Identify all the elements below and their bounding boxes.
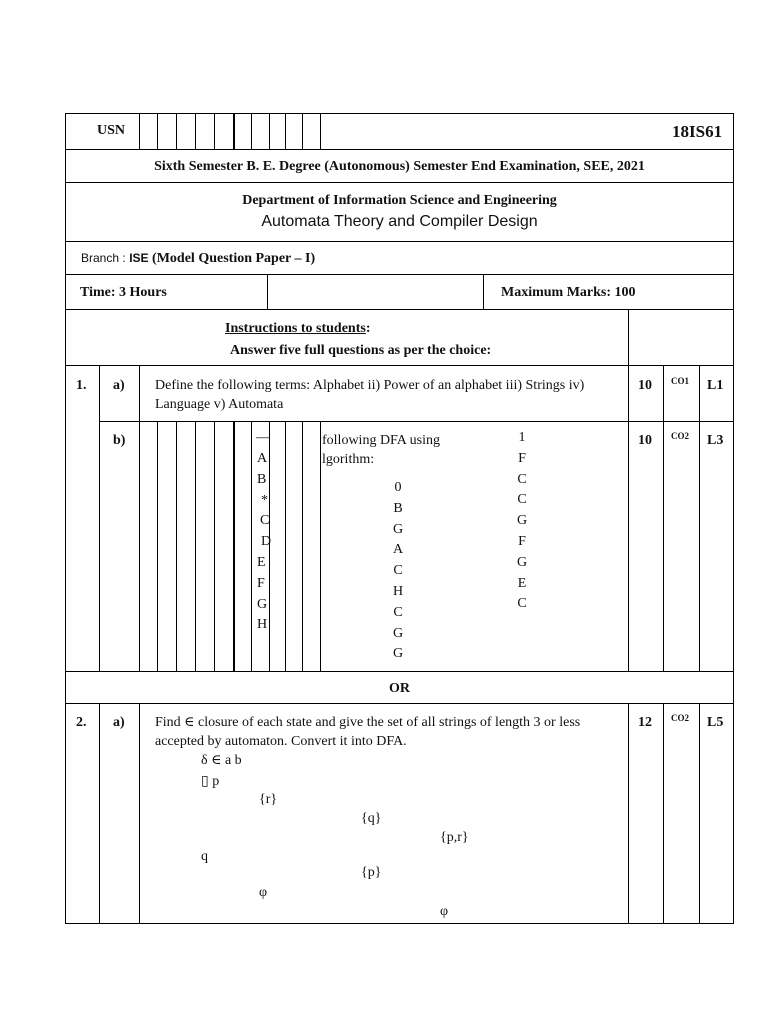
usn-box-line bbox=[302, 113, 303, 149]
transition-cell: C bbox=[517, 492, 527, 508]
grid-line bbox=[195, 421, 196, 671]
level-col-line bbox=[699, 703, 700, 924]
transition-cell: {p,r} bbox=[440, 830, 469, 845]
marks-value: 10 bbox=[638, 378, 652, 393]
marks-value: 10 bbox=[638, 433, 652, 448]
state-row-q: q bbox=[201, 849, 208, 864]
transition-cell: {r} bbox=[259, 792, 278, 807]
state-cell: G bbox=[257, 596, 268, 612]
state-cell: D bbox=[261, 534, 272, 550]
usn-box-line bbox=[233, 113, 235, 149]
usn-box-line bbox=[285, 113, 286, 149]
state-column bbox=[257, 449, 271, 636]
paper-type: (Model Question Paper – I) bbox=[152, 251, 316, 266]
transition-cell: H bbox=[392, 583, 404, 599]
question-text: accepted by automaton. Convert it into DFA. bbox=[155, 734, 407, 749]
row-divider bbox=[65, 182, 734, 183]
usn-label: USN bbox=[97, 123, 126, 138]
transition-cell: G bbox=[392, 521, 404, 537]
transition-column-1 bbox=[512, 428, 532, 615]
grid-line bbox=[157, 421, 158, 671]
level-col-line bbox=[699, 365, 700, 671]
transition-cell: C bbox=[517, 596, 527, 612]
row-divider bbox=[65, 309, 734, 310]
transition-cell: C bbox=[393, 604, 403, 620]
transition-cell: C bbox=[393, 563, 403, 579]
transition-cell: G bbox=[392, 646, 404, 662]
grid-line bbox=[285, 421, 286, 671]
instructions-heading bbox=[225, 319, 370, 338]
table-right-border bbox=[733, 113, 734, 924]
marks-col-line bbox=[628, 703, 629, 924]
level-value: L5 bbox=[707, 715, 724, 730]
row-divider bbox=[65, 241, 734, 242]
transition-cell: G bbox=[392, 625, 404, 641]
state-cell: C bbox=[260, 513, 270, 529]
branch-value: ISE bbox=[129, 251, 149, 265]
instructions-title: Instructions to students bbox=[225, 321, 366, 336]
state-cell: H bbox=[257, 617, 268, 633]
part-label: a) bbox=[113, 378, 125, 393]
column-header: 1 bbox=[518, 430, 526, 445]
grid-line bbox=[214, 421, 215, 671]
transition-cell: {p} bbox=[361, 865, 382, 880]
transition-table-header: δ ∈ a b bbox=[201, 753, 242, 768]
state-cell: F bbox=[257, 575, 265, 591]
subject-title: Automata Theory and Compiler Design bbox=[261, 213, 538, 230]
instructions-text: Answer five full questions as per the choice: bbox=[230, 343, 492, 358]
grid-line bbox=[251, 421, 252, 671]
level-value: L3 bbox=[707, 433, 724, 448]
marks-value: 12 bbox=[638, 715, 652, 730]
department: Department of Information Science and Engineering bbox=[242, 193, 557, 208]
question-text: following DFA using bbox=[322, 433, 440, 448]
state-cell: A bbox=[257, 451, 268, 466]
question-text: Define the following terms: Alphabet ii) Power of an alphabet iii) Strings iv) bbox=[155, 378, 585, 393]
co-value: CO1 bbox=[671, 376, 689, 386]
usn-box-line bbox=[320, 113, 321, 149]
transition-cell: A bbox=[392, 542, 404, 558]
marks-col-line bbox=[628, 309, 629, 671]
max-marks: Maximum Marks: 100 bbox=[501, 285, 636, 300]
co-col-line bbox=[663, 703, 664, 924]
transition-cell: B bbox=[393, 500, 403, 516]
branch-line bbox=[81, 249, 315, 268]
time-label: Time: 3 Hours bbox=[80, 285, 167, 300]
usn-box-line bbox=[214, 113, 215, 149]
usn-box-line bbox=[195, 113, 196, 149]
grid-line bbox=[176, 421, 177, 671]
row-divider bbox=[65, 149, 734, 150]
usn-box-line bbox=[176, 113, 177, 149]
instructions-colon: : bbox=[365, 321, 371, 336]
transition-cell: F bbox=[518, 533, 526, 549]
part-label: a) bbox=[113, 715, 125, 730]
part-col-line bbox=[139, 703, 140, 924]
time-divider bbox=[483, 274, 484, 309]
row-divider bbox=[65, 365, 734, 366]
usn-box-line bbox=[251, 113, 252, 149]
question-number: 2. bbox=[76, 715, 87, 730]
grid-line bbox=[302, 421, 303, 671]
transition-cell: F bbox=[518, 450, 526, 466]
table-bottom-border bbox=[65, 923, 734, 924]
time-divider bbox=[267, 274, 268, 309]
grid-line bbox=[320, 421, 321, 671]
transition-cell: C bbox=[517, 471, 527, 487]
level-value: L1 bbox=[707, 378, 724, 393]
transition-cell: φ bbox=[259, 885, 268, 900]
question-text: lgorithm: bbox=[322, 452, 375, 467]
dash-mark: — bbox=[256, 430, 270, 445]
question-text: Find ∈ closure of each state and give the set of all strings of length 3 or less bbox=[155, 715, 581, 730]
question-text: Language v) Automata bbox=[155, 397, 284, 412]
course-code: 18IS61 bbox=[672, 122, 723, 141]
part-label: b) bbox=[113, 433, 126, 448]
transition-cell: G bbox=[516, 513, 528, 529]
transition-column-0 bbox=[388, 478, 408, 665]
row-divider bbox=[65, 274, 734, 275]
usn-box-line bbox=[139, 113, 140, 149]
transition-cell: E bbox=[517, 575, 527, 591]
state-cell: * bbox=[261, 492, 268, 508]
state-row-p: ▯ p bbox=[201, 774, 220, 789]
state-cell: E bbox=[257, 554, 266, 570]
part-col-line bbox=[139, 365, 140, 671]
branch-label: Branch : bbox=[81, 251, 126, 265]
table-top-border bbox=[65, 113, 734, 114]
usn-box-line bbox=[269, 113, 270, 149]
transition-cell: G bbox=[516, 554, 528, 570]
qno-col-line bbox=[99, 365, 100, 671]
table-left-border bbox=[65, 113, 66, 924]
transition-cell: φ bbox=[440, 904, 449, 919]
row-divider bbox=[65, 671, 734, 672]
co-value: CO2 bbox=[671, 713, 689, 723]
row-divider bbox=[65, 703, 734, 704]
transition-cell: {q} bbox=[361, 811, 382, 826]
exam-title: Sixth Semester B. E. Degree (Autonomous) Semester End Examination, SEE, 2021 bbox=[154, 159, 645, 174]
question-number: 1. bbox=[76, 378, 87, 393]
state-cell: B bbox=[257, 471, 267, 487]
grid-line bbox=[233, 421, 235, 671]
usn-box-line bbox=[157, 113, 158, 149]
qno-col-line bbox=[99, 703, 100, 924]
co-value: CO2 bbox=[671, 431, 689, 441]
column-header: 0 bbox=[394, 480, 402, 495]
co-col-line bbox=[663, 365, 664, 671]
or-separator: OR bbox=[389, 681, 410, 696]
